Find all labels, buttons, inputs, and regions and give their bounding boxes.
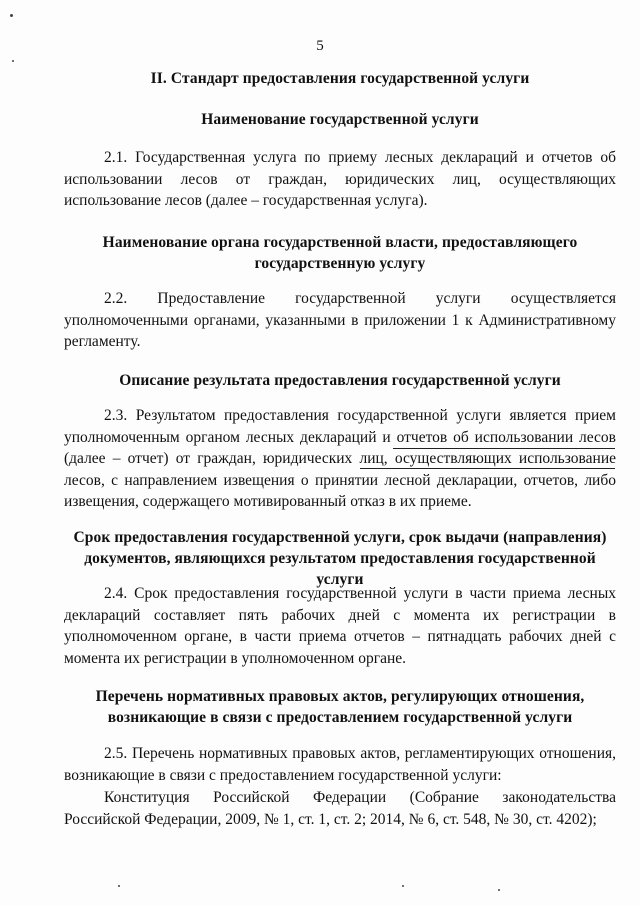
heading-legal-acts — [64, 686, 616, 728]
paragraph-2-3: 2.3. Результатом предоставления государственной услуги является прием уполномоченным органом лесных деклараций и отчетов об использовании лесов (далее – отчет) от граждан, юридических лиц, осуществляющих использование лесов, с направлением извещения о принятии лесной декларации, отчетов, либо извещения, содержащего мотивированный отказ в их приеме. — [64, 407, 616, 510]
handwritten-underline — [360, 468, 615, 469]
paragraph-2-4: 2.4. Срок предоставления государственной услуги в части приема лесных деклараций составляет пять рабочих дней с момента их регистрации в уполномоченном органе, в части приема отчетов – пятнадцать рабочих дней с момента их регистрации в уполномоченном органе. — [64, 585, 616, 667]
scan-speck — [10, 14, 13, 17]
scan-speck — [12, 60, 14, 62]
scan-speck — [118, 885, 120, 887]
heading-service-name: Наименование государственной услуги — [201, 111, 479, 128]
heading-legal-acts-line1: Перечень нормативных правовых актов, регулирующих отношения, — [95, 688, 585, 705]
heading-legal-acts-line2: возникающие в связи с предоставлением государственной услуги — [107, 709, 573, 726]
heading-deadline-line1: Срок предоставления государственной услуги, срок выдачи (направления) — [73, 529, 607, 546]
paragraph-2-1: 2.1. Государственная услуга по приему лесных деклараций и отчетов об использовании лесов от граждан, юридических лиц, осуществляющих использование лесов (далее – государственная услуга). — [64, 149, 616, 209]
handwritten-underline — [393, 448, 615, 449]
heading-authority-line2: государственную услугу — [254, 255, 426, 272]
heading-authority-line1: Наименование органа государственной власти, предоставляющего — [102, 234, 578, 251]
paragraph-constitution: Конституция Российской Федерации (Собрание законодательства Российской Федерации, 2009, № 1, ст. 1, ст. 2; 2014, № 6, ст. 548, № 30, ст. 4202); — [64, 789, 616, 828]
paragraph-2-2: 2.2. Предоставление государственной услуги осуществляется уполномоченными органами, указанными в приложении 1 к Административному регламенту. — [64, 290, 616, 350]
heading-authority — [64, 232, 616, 274]
page-number: 5 — [316, 38, 324, 54]
heading-deadline-line2: документов, являющихся результатом предоставления государственной услуги — [84, 550, 596, 588]
scan-speck — [402, 885, 404, 887]
heading-deadline — [64, 527, 616, 590]
paragraph-2-5: 2.5. Перечень нормативных правовых актов, регламентирующих отношения, возникающие в связи с предоставлением государственной услуги: — [64, 745, 616, 784]
scan-speck — [498, 889, 500, 891]
heading-result: Описание результата предоставления государственной услуги — [119, 372, 561, 389]
section-title: II. Стандарт предоставления государственной услуги — [150, 70, 530, 87]
